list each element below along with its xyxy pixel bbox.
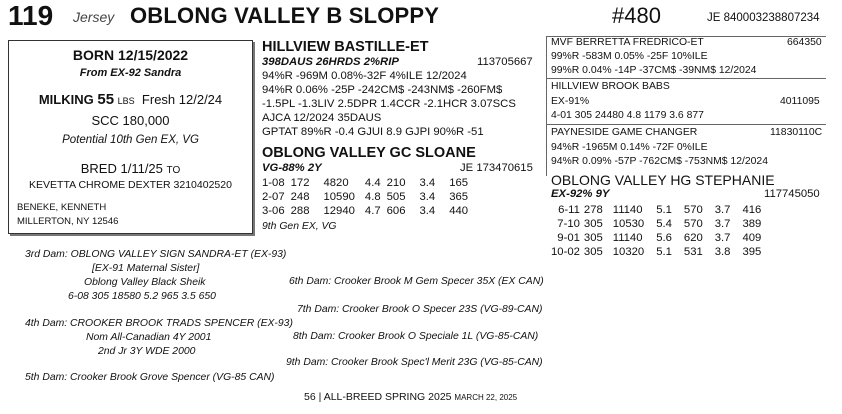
table-cell: 2-07 <box>262 191 285 203</box>
table-cell: 5.4 <box>656 218 672 230</box>
right-dam1-record: 4-01 305 24480 4.8 1179 3.6 877 <box>551 110 704 121</box>
right-dam2-reg: 117745050 <box>764 188 820 200</box>
table-cell: 3.4 <box>419 177 436 189</box>
table-cell: 288 <box>290 205 310 217</box>
table-row <box>262 176 474 190</box>
breed-label: Jersey <box>73 9 115 25</box>
table-cell: 210 <box>386 177 406 189</box>
fourth-dam-award1: Nom All-Canadian 4Y 2001 <box>86 332 212 343</box>
right-dam1-class: EX-91% <box>551 96 590 107</box>
bred-to: TO <box>166 165 181 176</box>
milking-value: 55 <box>97 91 115 108</box>
consignor-name: BENEKE, KENNETH <box>17 202 107 213</box>
table-row <box>551 245 767 259</box>
table-cell: 3-06 <box>262 205 285 217</box>
sale-date: MARCH 22, 2025 <box>454 393 518 402</box>
table-cell: 11140 <box>612 204 643 216</box>
table-cell: 10-02 <box>551 246 580 258</box>
milking-unit: LBS <box>117 96 135 106</box>
sire-daughters: 398DAUS 26HRDS 2%RIP <box>262 56 399 68</box>
table-cell: 278 <box>583 204 603 216</box>
table-cell: 5.1 <box>656 246 672 258</box>
sale-name: ALL-BREED SPRING 2025 <box>323 391 452 403</box>
potential: Potential 10th Gen EX, VG <box>62 134 199 146</box>
right-sire1-line2: 99%R 0.04% -14P -37CM$ -39NM$ 12/2024 <box>551 65 757 76</box>
ninth-dam: 9th Dam: Crooker Brook Spec'l Merit 23G (VG-85-CAN) <box>286 357 543 368</box>
table-cell: 531 <box>683 246 703 258</box>
milking-label: MILKING <box>38 92 94 107</box>
table-cell: 165 <box>449 177 469 189</box>
table-cell: 505 <box>386 191 406 203</box>
table-cell: 3.7 <box>714 232 731 244</box>
right-rule-1 <box>546 78 826 79</box>
table-row <box>262 190 474 204</box>
table-cell: 305 <box>583 218 603 230</box>
right-dam2-name: OBLONG VALLEY HG STEPHANIE <box>551 172 775 188</box>
table-row <box>551 217 767 231</box>
table-cell: 10530 <box>612 218 645 230</box>
third-dam-record: 6-08 305 18580 5.2 965 3.5 650 <box>68 291 216 302</box>
table-cell: 7-10 <box>557 218 580 230</box>
born-date: BORN 12/15/2022 <box>72 47 189 63</box>
third-dam: 3rd Dam: OBLONG VALLEY SIGN SANDRA-ET (EX-93) <box>25 249 287 260</box>
fifth-dam: 5th Dam: Crooker Brook Grove Spencer (VG-85 CAN) <box>25 372 275 383</box>
table-cell: 365 <box>449 191 469 203</box>
table-cell: 440 <box>449 205 469 217</box>
bred-date: BRED 1/11/25 <box>80 161 163 176</box>
table-cell: 1-08 <box>262 177 285 189</box>
table-cell: 570 <box>683 204 703 216</box>
right-sire2-reg: 11830110C <box>770 127 823 138</box>
sire-reg: 113705667 <box>477 56 533 68</box>
page-number: 56 <box>304 391 316 403</box>
right-sire1-name: MVF BERRETTA FREDRICO-ET <box>551 37 704 48</box>
table-cell: 12940 <box>323 205 355 217</box>
third-dam-sire: Oblong Valley Black Sheik <box>84 277 206 288</box>
table-row <box>551 231 767 245</box>
table-cell: 620 <box>683 232 703 244</box>
right-divider <box>546 36 547 176</box>
right-sire2-line1: 94%R -1965M 0.14% -72F 0%ILE <box>551 142 708 153</box>
right-dam2-class: EX-92% 9Y <box>551 188 610 200</box>
footer-separator: | <box>318 391 322 403</box>
table-cell: 11140 <box>612 232 643 244</box>
third-dam-note: [EX-91 Maternal Sister] <box>92 263 200 274</box>
sire-line-5: GPTAT 89%R -0.4 GJUI 8.9 GJPI 90%R -51 <box>262 126 484 138</box>
lot-number: 119 <box>8 0 54 31</box>
table-row <box>551 203 767 217</box>
table-cell: 570 <box>683 218 703 230</box>
table-cell: 3.7 <box>714 204 731 216</box>
right-sire1-reg: 664350 <box>787 37 822 48</box>
je-id: JE 840003238807234 <box>707 12 820 24</box>
table-cell: 10320 <box>612 246 645 258</box>
info-box <box>8 40 253 234</box>
table-cell: 305 <box>583 232 603 244</box>
table-cell: 5.6 <box>656 232 672 244</box>
table-cell: 4.4 <box>364 177 381 189</box>
scc: SCC 180,000 <box>91 113 170 128</box>
right-dam1-reg: 4011095 <box>780 96 820 107</box>
table-cell: 10590 <box>323 191 355 203</box>
table-cell: 305 <box>583 246 603 258</box>
table-cell: 3.4 <box>419 191 436 203</box>
table-cell: 4.7 <box>364 205 381 217</box>
dam-gen: 9th Gen EX, VG <box>262 221 337 232</box>
dam-records <box>262 176 474 218</box>
eighth-dam: 8th Dam: Crooker Brook O Speciale 1L (VG-85-CAN) <box>293 331 539 342</box>
table-cell: 4820 <box>323 177 349 189</box>
seventh-dam: 7th Dam: Crooker Brook O Specer 23S (VG-89-CAN) <box>297 304 543 315</box>
sire-line-3: -1.5PL -1.3LIV 2.5DPR 1.4CCR -2.1HCR 3.07SCS <box>262 98 516 110</box>
table-row <box>262 204 474 218</box>
sire-line-1: 94%R -969M 0.08%-32F 4%ILE 12/2024 <box>262 70 467 82</box>
dam-reg: JE 173470615 <box>460 162 533 174</box>
catalog-number: #480 <box>612 3 661 28</box>
right-dam2-records <box>551 203 767 259</box>
table-cell: 4.8 <box>364 191 381 203</box>
dam-class: VG-88% 2Y <box>262 162 322 174</box>
page-title: OBLONG VALLEY B SLOPPY <box>130 3 440 28</box>
table-cell: 5.1 <box>656 204 672 216</box>
table-cell: 395 <box>742 246 762 258</box>
right-dam1-name: HILLVIEW BROOK BABS <box>551 81 670 92</box>
table-cell: 3.7 <box>714 218 731 230</box>
sixth-dam: 6th Dam: Crooker Brook M Gem Specer 35X (EX CAN) <box>289 276 544 287</box>
table-cell: 416 <box>742 204 762 216</box>
right-sire1-line1: 99%R -583M 0.05% -25F 10%ILE <box>551 51 708 62</box>
sire-line-2: 94%R 0.06% -25P -242CM$ -243NM$ -260FM$ <box>262 84 503 96</box>
bred-line <box>9 161 252 176</box>
milking-line <box>9 91 252 108</box>
fourth-dam: 4th Dam: CROOKER BROOK TRADS SPENCER (EX-93) <box>25 318 293 329</box>
dam-name: OBLONG VALLEY GC SLOANE <box>262 145 476 161</box>
fresh-date: Fresh 12/2/24 <box>141 92 223 107</box>
fourth-dam-award2: 2nd Jr 3Y WDE 2000 <box>98 346 196 357</box>
sire-line-4: AJCA 12/2024 35DAUS <box>262 112 382 124</box>
table-cell: 6-11 <box>558 204 580 216</box>
right-sire2-line2: 94%R 0.09% -57P -762CM$ -753NM$ 12/2024 <box>551 156 768 167</box>
table-cell: 248 <box>290 191 310 203</box>
bred-sire: KEVETTA CHROME DEXTER 3210402520 <box>29 179 232 191</box>
table-cell: 606 <box>386 205 406 217</box>
table-cell: 409 <box>742 232 762 244</box>
footer <box>304 391 517 403</box>
table-cell: 3.4 <box>419 205 436 217</box>
sire-name: HILLVIEW BASTILLE-ET <box>262 39 429 55</box>
table-cell: 9-01 <box>557 232 580 244</box>
table-cell: 3.8 <box>714 246 731 258</box>
right-sire2-name: PAYNESIDE GAME CHANGER <box>551 127 698 138</box>
table-cell: 389 <box>742 218 762 230</box>
consignor-town: MILLERTON, NY 12546 <box>17 216 119 227</box>
from-dam: From EX-92 Sandra <box>79 67 182 79</box>
right-rule-2 <box>546 124 826 125</box>
table-cell: 172 <box>290 177 310 189</box>
